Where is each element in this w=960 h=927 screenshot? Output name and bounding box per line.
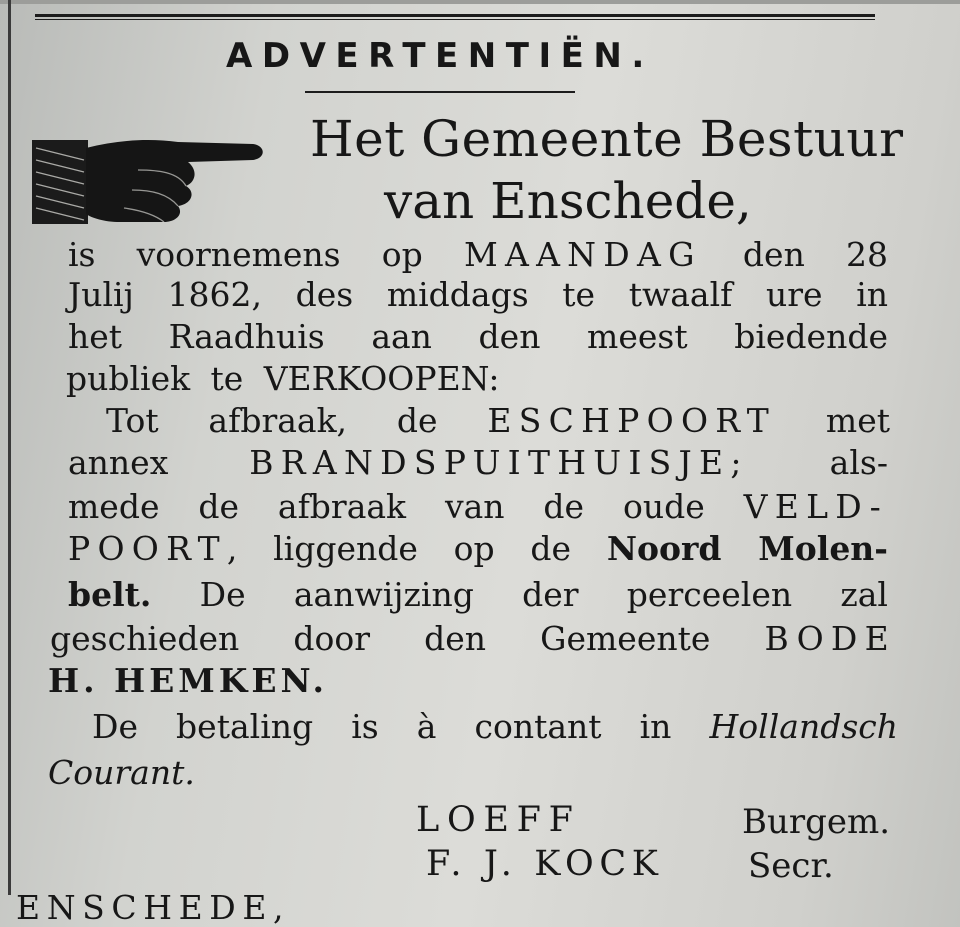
p1-line-2: Julij 1862, des middags te twaalf ure in: [68, 275, 888, 314]
p2-line-4: POORT, liggende op de Noord Molen-: [68, 529, 889, 568]
signature-name-1: LOEFF: [416, 800, 581, 840]
p2-line-7: H. HEMKEN.: [48, 661, 328, 700]
p1-line-3: het Raadhuis aan den meest biedende: [68, 317, 888, 356]
top-rule: [0, 0, 960, 4]
p3-line-1: De betaling is à contant in Hollandsch: [92, 707, 898, 746]
signature-name-2: F. J. KOCK: [426, 844, 664, 884]
p2-line-3: mede de afbraak van de oude VELD-: [68, 487, 888, 526]
header-rule: [35, 14, 875, 17]
heading-divider: [305, 91, 575, 93]
section-heading: ADVERTENTIËN.: [226, 36, 654, 76]
p3-line-2: Courant.: [48, 753, 195, 792]
signature-title-2: Secr.: [748, 846, 834, 886]
p2-line-1: Tot afbraak, de ESCHPOORT met: [106, 401, 890, 440]
title-line-1: Het Gemeente Bestuur: [310, 110, 904, 168]
p2-line-6: geschieden door den Gemeente BODE: [50, 619, 896, 658]
p1-line-1: is voornemens op MAANDAG den 28: [68, 235, 888, 274]
p2-line-5: belt. De aanwijzing der perceelen zal: [68, 575, 888, 614]
p2-line-2: annex BRANDSPUITHUISJE; als-: [68, 443, 888, 482]
pointing-hand-icon: [28, 130, 268, 230]
p1-line-4: publiek te VERKOOPEN:: [66, 359, 500, 398]
footer-place: ENSCHEDE,: [16, 888, 291, 927]
signature-title-1: Burgem.: [742, 802, 891, 842]
left-column-rule: [8, 0, 11, 895]
title-line-2: van Enschede,: [384, 172, 752, 230]
header-rule-thin: [35, 19, 875, 20]
